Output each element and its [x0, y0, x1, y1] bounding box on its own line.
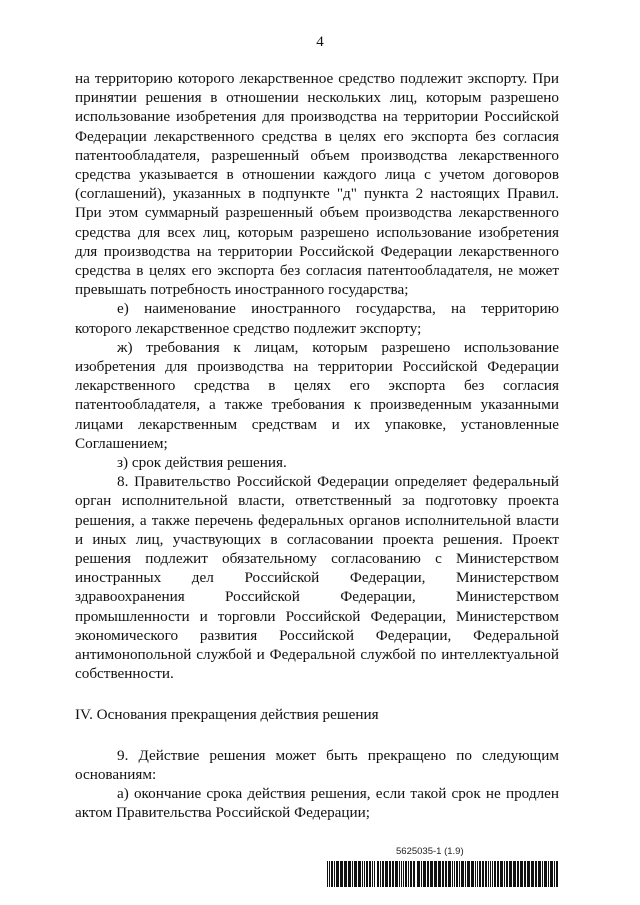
paragraph-item-zh: ж) требования к лицам, которым разрешено использование изобретения для производства на территории Российской Федерации лекарственного средства в целях его экспорта без согласия патентообладателя, а также требования к произведенным указанными лицами лекарственным средствам и их упаковке, установленные Соглашением; — [75, 338, 559, 452]
paragraph-8: 8. Правительство Российской Федерации определяет федеральный орган исполнительной власти, ответственный за подготовку проекта решения, а также перечень федеральных органов исполнительной власти и иных лиц, участвующих в согласовании проекта решения. Проект решения подлежит обязательному согласованию с Министерством иностранных дел Российской Федерации, Министерством здравоохранения Российской Федерации, Министерством промышленности и торговли Российской Федерации, Министерством экономического развития Российской Федерации, Федеральной антимонопольной службой и Федеральной службой по интеллектуальной собственности. — [75, 473, 559, 683]
paragraph-continuation: на территорию которого лекарственное средство подлежит экспорту. При принятии решения в отношении нескольких лиц, которым разрешено использование изобретения для производства на территории Российской Федерации лекарственного средства в целях его экспорта без согласия патентообладателя, разрешенный объем производства лекарственного средства указывается в отношении каждого лица с учетом договоров (соглашений), указанных в подпункте "д" пункта 2 настоящих Правил. При этом суммарный разрешенный объем производства лекарственного средства для всех лиц, которым разрешено использование изобретения для производства на территории Российской Федерации лекарственного средства в целях его экспорта без согласия патентообладателя, не может превышать потребность иностранного государства; — [75, 70, 559, 299]
section-heading: IV. Основания прекращения действия решения — [75, 705, 379, 723]
barcode — [327, 861, 561, 887]
paragraph-9-a: а) окончание срока действия решения, если такой срок не продлен актом Правительства Российской Федерации; — [75, 785, 559, 822]
page-number: 4 — [316, 34, 324, 50]
paragraph-item-e: е) наименование иностранного государства, на территорию которого лекарственное средство подлежит экспорту; — [75, 300, 559, 337]
paragraph-9: 9. Действие решения может быть прекращено по следующим основаниям: — [75, 746, 559, 783]
paragraph-item-z: з) срок действия решения. — [117, 454, 287, 472]
document-code: 5625035-1 (1.9) — [396, 846, 464, 857]
document-body — [75, 69, 559, 823]
